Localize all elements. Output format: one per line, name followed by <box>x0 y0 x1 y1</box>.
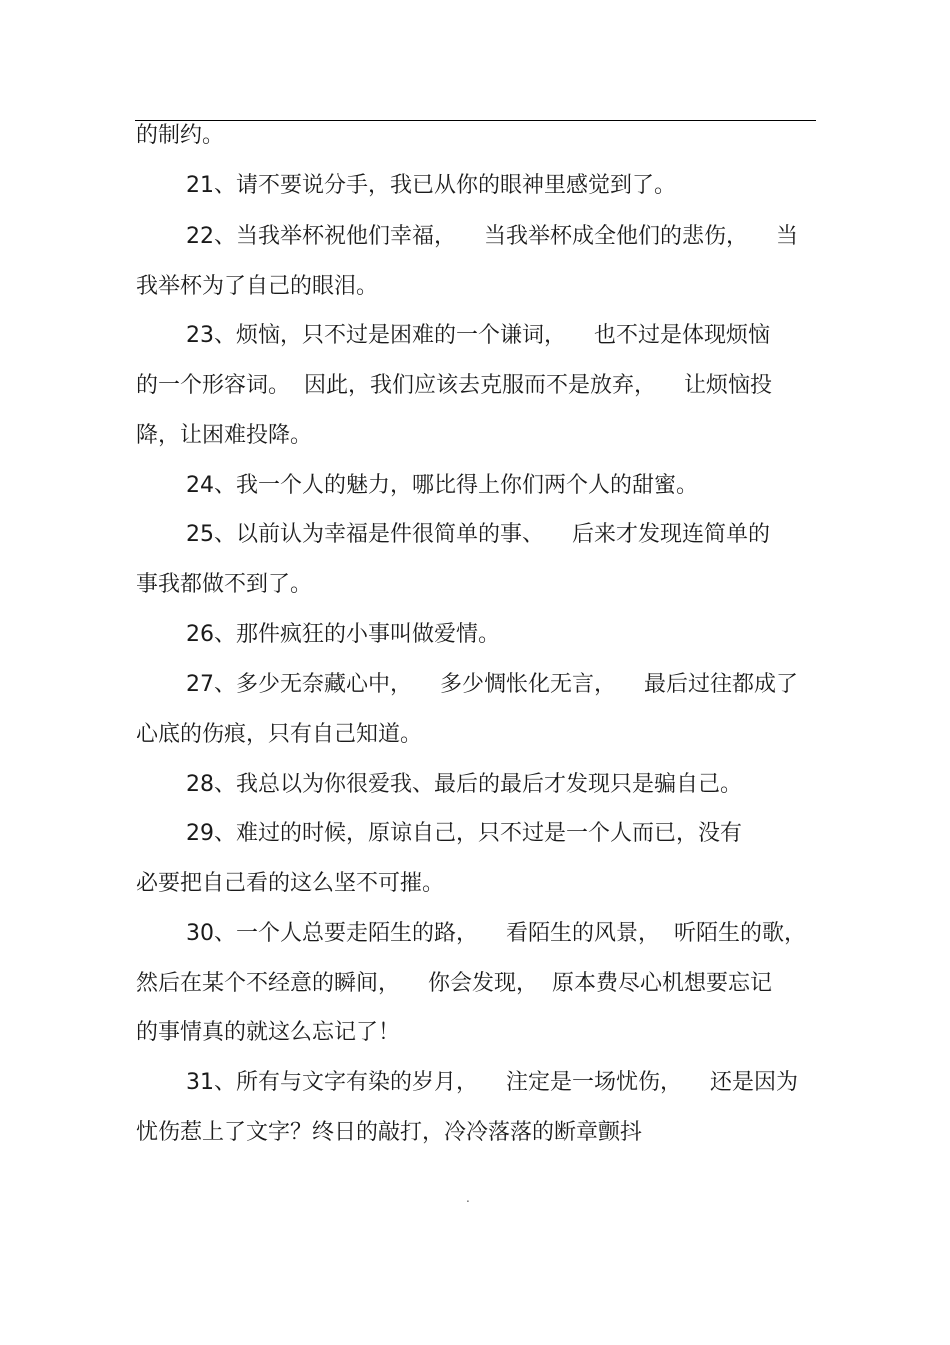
text-line: 我举杯为了自己的眼泪。 <box>136 274 379 299</box>
text-line: 25、以前认为幸福是件很简单的事、 后来才发现连简单的 <box>186 522 770 547</box>
text-line: 30、一个人总要走陌生的路， 看陌生的风景， 听陌生的歌， <box>186 921 806 946</box>
text-line: 26、那件疯狂的小事叫做爱情。 <box>186 622 500 647</box>
text-line: 然后在某个不经意的瞬间， 你会发现， 原本费尽心机想要忘记 <box>136 971 772 996</box>
text-line: 28、我总以为你很爱我、最后的最后才发现只是骗自己。 <box>186 772 742 797</box>
footer-mark: . <box>466 1191 470 1205</box>
text-line: 24、我一个人的魅力，哪比得上你们两个人的甜蜜。 <box>186 473 698 498</box>
text-line: 心底的伤痕，只有自己知道。 <box>136 722 423 747</box>
text-line: 必要把自己看的这么坚不可摧。 <box>136 871 445 896</box>
text-line: 31、所有与文字有染的岁月， 注定是一场忧伤， 还是因为 <box>186 1070 798 1095</box>
text-line: 21、请不要说分手，我已从你的眼神里感觉到了。 <box>186 173 676 198</box>
text-line: 忧伤惹上了文字？终日的敲打，冷冷落落的断章颤抖 <box>136 1120 643 1145</box>
text-line: 22、当我举杯祝他们幸福， 当我举杯成全他们的悲伤， 当 <box>186 224 798 249</box>
text-line: 23、烦恼，只不过是困难的一个谦词， 也不过是体现烦恼 <box>186 323 770 348</box>
text-line: 的制约。 <box>136 123 225 148</box>
text-line: 29、难过的时候，原谅自己，只不过是一个人而已，没有 <box>186 821 742 846</box>
text-line: 降，让困难投降。 <box>136 423 313 448</box>
text-line: 27、多少无奈藏心中， 多少惆怅化无言， 最后过往都成了 <box>186 672 798 697</box>
text-line: 的事情真的就这么忘记了！ <box>136 1020 401 1045</box>
text-line: 事我都做不到了。 <box>136 572 313 597</box>
text-line: 的一个形容词。 因此，我们应该去克服而不是放弃， 让烦恼投 <box>136 373 772 398</box>
top-rule <box>135 120 816 121</box>
